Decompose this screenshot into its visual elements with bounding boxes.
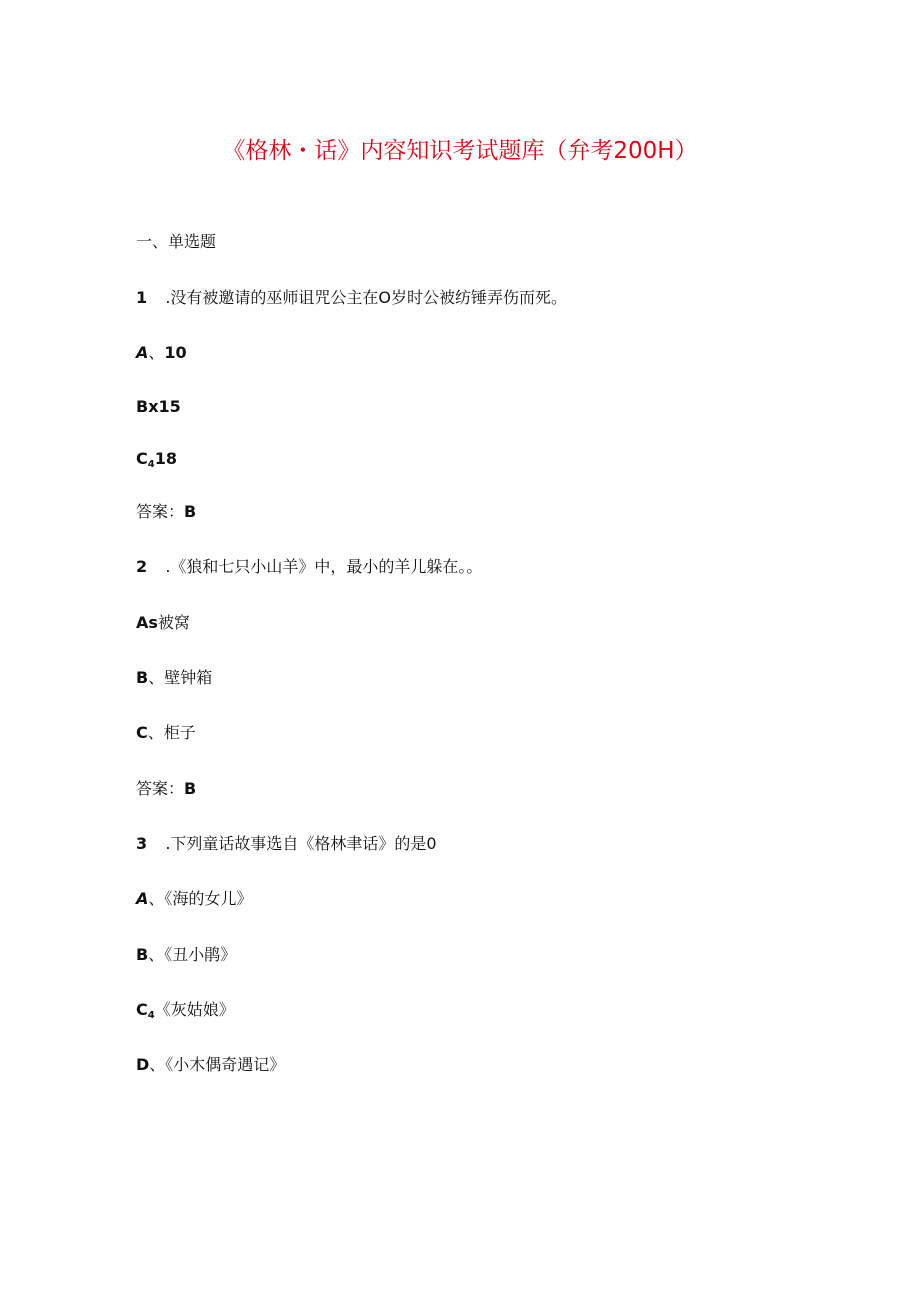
question-3 xyxy=(136,833,437,855)
option-text: 《海的女儿》 xyxy=(164,889,253,908)
question-stem: .《狼和七只小山羊》中，最小的羊儿躲在。。 xyxy=(165,557,483,576)
option-separator: 、 xyxy=(148,945,165,964)
option-text: 被窝 xyxy=(157,613,190,632)
option-separator: 4 xyxy=(147,1010,155,1021)
option-separator: s xyxy=(148,613,158,632)
option-text: 《灰姑娘》 xyxy=(154,1000,235,1019)
question-number: 2 xyxy=(136,557,148,576)
option-text: 《小木偶奇遇记》 xyxy=(165,1055,286,1074)
option-3c xyxy=(136,999,235,1027)
option-3b xyxy=(136,944,236,966)
document-title: 《格林・话》内容知识考试题库（弁考200H） xyxy=(222,138,698,164)
answer-value: B xyxy=(184,502,197,521)
option-label: B xyxy=(136,397,149,416)
option-3a xyxy=(136,888,252,910)
option-separator: 、 xyxy=(148,343,165,362)
option-label: B xyxy=(136,668,149,687)
option-label: A xyxy=(136,613,149,632)
answer-2 xyxy=(136,778,196,800)
option-text: 10 xyxy=(164,343,187,362)
answer-1 xyxy=(136,501,196,523)
answer-value: B xyxy=(184,779,197,798)
option-1a xyxy=(136,342,187,364)
option-2b xyxy=(136,667,212,689)
option-text: 18 xyxy=(154,449,177,468)
option-separator: 、 xyxy=(147,723,164,742)
option-label: C xyxy=(136,1000,148,1019)
option-label: C xyxy=(136,723,148,742)
option-2c xyxy=(136,722,196,744)
option-1c xyxy=(136,448,177,476)
option-separator: 、 xyxy=(148,889,165,908)
option-label: C xyxy=(136,449,148,468)
question-1 xyxy=(136,287,567,309)
option-text: 柜子 xyxy=(163,723,196,742)
section-heading: 一、单选题 xyxy=(136,232,217,251)
option-text: 《丑小鹃》 xyxy=(164,945,237,964)
answer-label: 答案： xyxy=(136,502,185,521)
question-number: 1 xyxy=(136,288,148,307)
question-stem: .下列童话故事选自《格林聿话》的是0 xyxy=(165,834,437,853)
option-label: A xyxy=(136,343,149,362)
option-separator: 、 xyxy=(148,668,165,687)
question-number: 3 xyxy=(136,834,148,853)
option-label: A xyxy=(136,889,149,908)
option-separator: x xyxy=(148,397,159,416)
option-label: D xyxy=(136,1055,150,1074)
option-label: B xyxy=(136,945,149,964)
question-2 xyxy=(136,556,482,578)
option-separator: 、 xyxy=(149,1055,166,1074)
question-stem: .没有被邀请的巫师诅咒公主在O岁时公被纺锤弄伤而死。 xyxy=(165,288,568,307)
option-text: 15 xyxy=(158,397,181,416)
answer-label: 答案： xyxy=(136,779,185,798)
option-separator: 4 xyxy=(147,459,155,470)
option-3d xyxy=(136,1054,285,1076)
option-1b xyxy=(136,396,181,418)
option-2a xyxy=(136,612,190,634)
option-text: 壁钟箱 xyxy=(164,668,213,687)
